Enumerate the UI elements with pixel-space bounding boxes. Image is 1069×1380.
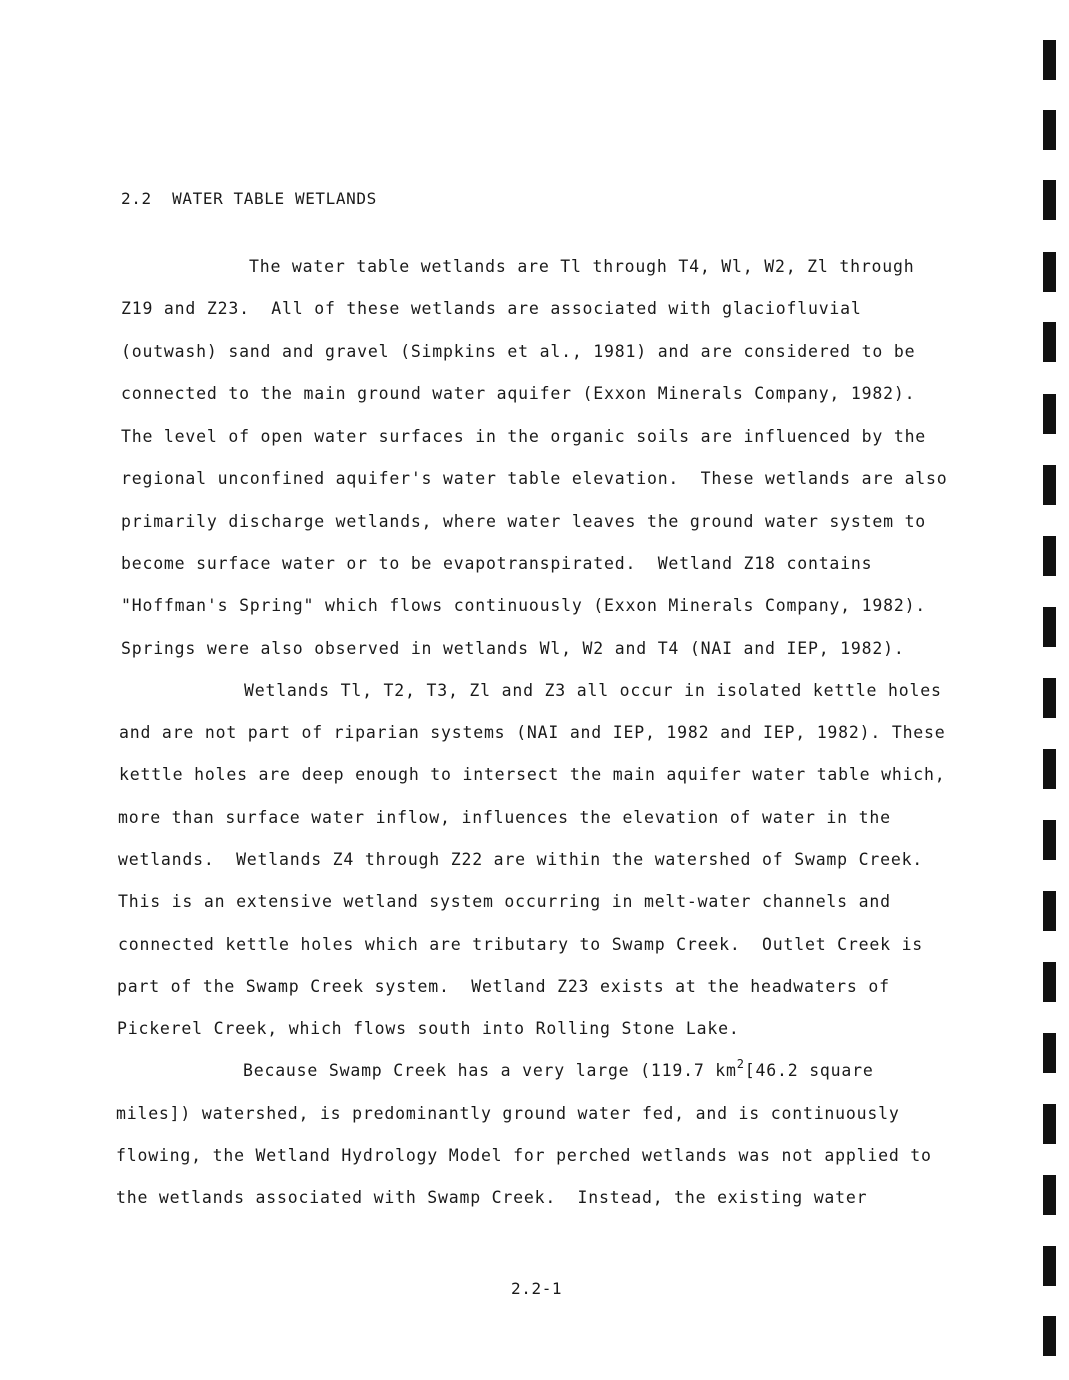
superscript: 2 (736, 1056, 745, 1071)
revision-bar (1043, 465, 1056, 505)
paragraph-line: miles]) watershed, is predominantly ground water fed, and is continuously (116, 1104, 900, 1123)
revision-bar (1043, 607, 1056, 647)
paragraph-line: and are not part of riparian systems (NAI and IEP, 1982 and IEP, 1982). These (119, 723, 946, 742)
page-number: 2.2-1 (511, 1279, 563, 1298)
revision-bar (1043, 536, 1056, 576)
paragraph-line: Z19 and Z23. All of these wetlands are associated with glaciofluvial (121, 299, 862, 318)
revision-bar (1043, 1246, 1056, 1286)
revision-bar (1043, 1316, 1056, 1356)
paragraph-line: connected to the main ground water aquifer (Exxon Minerals Company, 1982). (121, 384, 916, 403)
paragraph-line: wetlands. Wetlands Z4 through Z22 are within the watershed of Swamp Creek. (118, 850, 924, 869)
paragraph-line: more than surface water inflow, influences the elevation of water in the (118, 808, 891, 827)
paragraph-line: regional unconfined aquifer's water table elevation. These wetlands are also (121, 469, 948, 488)
paragraph-line: (outwash) sand and gravel (Simpkins et al., 1981) and are considered to be (121, 342, 916, 361)
paragraph-line: The level of open water surfaces in the organic soils are influenced by the (121, 427, 927, 446)
paragraph-line (243, 1056, 874, 1081)
revision-bar (1043, 1175, 1056, 1215)
paragraph-line-text: Because Swamp Creek has a very large (119.7 km (243, 1061, 737, 1080)
paragraph-line: flowing, the Wetland Hydrology Model for perched wetlands was not applied to (116, 1146, 932, 1165)
paragraph-line: This is an extensive wetland system occurring in melt-water channels and (118, 892, 891, 911)
paragraph-line: Springs were also observed in wetlands Wl, W2 and T4 (NAI and IEP, 1982). (121, 639, 905, 658)
paragraph-line: part of the Swamp Creek system. Wetland Z23 exists at the headwaters of (117, 977, 890, 996)
paragraph-line: "Hoffman's Spring" which flows continuously (Exxon Minerals Company, 1982). (121, 596, 927, 615)
section-heading: 2.2 WATER TABLE WETLANDS (121, 189, 377, 208)
paragraph-line: connected kettle holes which are tributary to Swamp Creek. Outlet Creek is (118, 935, 924, 954)
paragraph-line: primarily discharge wetlands, where water leaves the ground water system to (121, 512, 927, 531)
revision-bar (1043, 1033, 1056, 1073)
revision-bar (1043, 180, 1056, 220)
paragraph-line: The water table wetlands are Tl through T4, Wl, W2, Zl through (249, 257, 915, 276)
revision-bar (1043, 678, 1056, 718)
paragraph-line-text: [46.2 square (744, 1061, 874, 1080)
revision-bar (1043, 252, 1056, 292)
revision-bar (1043, 110, 1056, 150)
revision-bar (1043, 1104, 1056, 1144)
paragraph-line: Pickerel Creek, which flows south into Rolling Stone Lake. (117, 1019, 740, 1038)
paragraph-line: kettle holes are deep enough to intersect the main aquifer water table which, (119, 765, 946, 784)
revision-bar (1043, 962, 1056, 1002)
paragraph-line: become surface water or to be evapotranspirated. Wetland Z18 contains (121, 554, 873, 573)
revision-bar (1043, 322, 1056, 362)
revision-bar (1043, 40, 1056, 80)
paragraph-line: the wetlands associated with Swamp Creek. Instead, the existing water (116, 1188, 868, 1207)
revision-bar (1043, 891, 1056, 931)
revision-bar (1043, 820, 1056, 860)
revision-bar (1043, 749, 1056, 789)
paragraph-line: Wetlands Tl, T2, T3, Zl and Z3 all occur in isolated kettle holes (244, 681, 942, 700)
revision-bar (1043, 394, 1056, 434)
